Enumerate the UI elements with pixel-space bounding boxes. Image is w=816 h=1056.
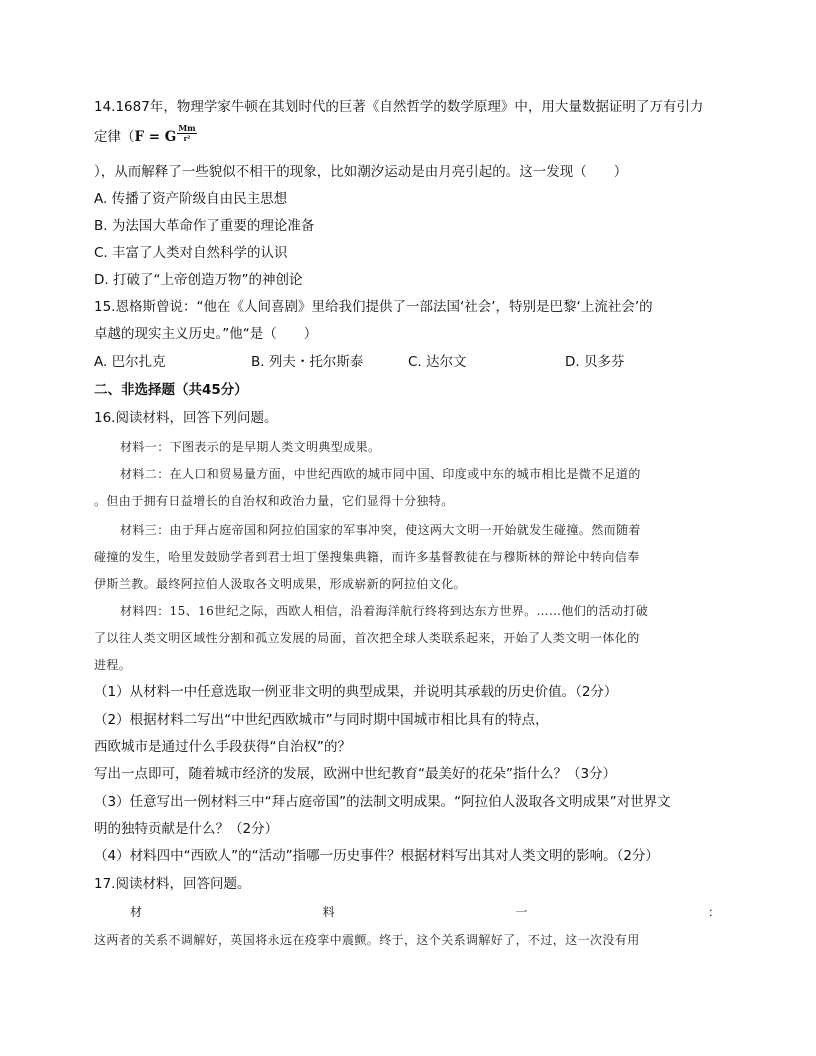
- q16-material3-line3: 伊斯兰教。最终阿拉伯人汲取各文明成果，形成崭新的阿拉伯文化。: [94, 577, 467, 591]
- q15-option-c: C. 达尔文: [408, 354, 467, 370]
- q15-line1: 15.恩格斯曾说：“他在《人间喜剧》里给我们提供了一部法国‘社会’，特别是巴黎‘上流社会’的: [94, 299, 653, 315]
- q16-sub1: （1）从材料一中任意选取一例亚非文明的典型成果，并说明其承载的历史价值。（2分）: [94, 684, 618, 700]
- q17-heading-char-4: ：: [707, 905, 720, 919]
- q14-line2: [94, 122, 197, 147]
- q15-option-d: D. 贝多芬: [565, 354, 625, 370]
- gravitation-formula: [134, 122, 197, 147]
- formula-fraction: [177, 124, 196, 143]
- q16-material4-line1: 材料四：15、16世纪之际，西欧人相信，沿着海洋航行终将到达东方世界。……他们的活动打破: [120, 604, 649, 618]
- q17-heading-char-3: 一: [515, 905, 528, 919]
- q14-option-d: D. 打破了“上帝创造万物”的神创论: [94, 272, 303, 288]
- q15-option-b: B. 列夫・托尔斯泰: [251, 354, 364, 370]
- q14-option-a: A. 传播了资产阶级自由民主思想: [94, 191, 288, 207]
- q16-material4-line3: 进程。: [94, 658, 132, 672]
- q15-option-a: A. 巴尔扎克: [94, 354, 166, 370]
- q16-sub2-line1: （2）根据材料二写出“中世纪西欧城市”与同时期中国城市相比具有的特点，: [94, 712, 549, 728]
- q15-line2: 卓越的现实主义历史。”他“是（ ）: [94, 326, 318, 342]
- formula-numerator: Mm: [178, 122, 196, 133]
- q17-material1-line2: 这两者的关系不调解好，英国将永远在疫挛中震颤。终于，这个关系调解好了，不过，这一次没有用: [94, 933, 640, 947]
- section-heading: 二、非选择题（共45分）: [94, 382, 248, 398]
- q17-material1-heading: [130, 903, 720, 920]
- q16-material2-line1: 材料二：在人口和贸易量方面，中世纪西欧的城市同中国、印度或中东的城市相比是微不足道的: [120, 467, 641, 481]
- q14-line2-prefix: 定律（: [94, 129, 135, 145]
- q16-material3-line2: 碰撞的发生，哈里发鼓励学者到君士坦丁堡搜集典籍，而许多基督教徒在与穆斯林的辩论中转向信奉: [94, 550, 640, 564]
- q16-sub3-line2: 明的独特贡献是什么？（2分）: [94, 821, 279, 837]
- q16-material3-line1: 材料三：由于拜占庭帝国和阿拉伯国家的军事冲突，使这两大文明一开始就发生碰撞。然而随着: [120, 523, 641, 537]
- q16-material4-line2: 了以往人类文明区域性分割和孤立发展的局面，首次把全球人类联系起来，开始了人类文明一体化的: [94, 631, 640, 645]
- q16-stem: 16.阅读材料，回答下列问题。: [94, 410, 278, 426]
- q17-stem: 17.阅读材料，回答问题。: [94, 876, 251, 892]
- q16-sub3-line1: （3）任意写出一例材料三中“拜占庭帝国”的法制文明成果。“阿拉伯人汲取各文明成果”对世界文: [94, 794, 671, 810]
- q16-sub4: （4）材料四中“西欧人”的“活动”指哪一历史事件？根据材料写出其对人类文明的影响。（2分）: [94, 848, 659, 864]
- formula-main: F = G: [134, 129, 177, 145]
- q16-sub2-line3: 写出一点即可，随着城市经济的发展，欧洲中世纪教育“最美好的花朵”指什么？（3分）: [94, 766, 617, 782]
- formula-denominator: r²: [183, 133, 191, 143]
- q16-material2-line2: 。但由于拥有日益增长的自治权和政治力量，它们显得十分独特。: [94, 494, 454, 508]
- q14-option-c: C. 丰富了人类对自然科学的认识: [94, 245, 288, 261]
- q14-option-b: B. 为法国大革命作了重要的理论准备: [94, 218, 315, 234]
- q17-heading-char-2: 料: [322, 905, 335, 919]
- q14-line1: 14.1687年，物理学家牛顿在其划时代的巨著《自然哲学的数学原理》中，用大量数据证明了万有引力: [94, 99, 704, 115]
- q14-line3: ），从而解释了一些貌似不相干的现象，比如潮汐运动是由月亮引起的。这一发现（ ）: [94, 164, 628, 180]
- q16-material1: 材料一：下图表示的是早期人类文明典型成果。: [120, 440, 381, 454]
- q17-heading-char-1: 材: [130, 905, 143, 919]
- q16-sub2-line2: 西欧城市是通过什么手段获得“自治权”的？: [94, 739, 351, 755]
